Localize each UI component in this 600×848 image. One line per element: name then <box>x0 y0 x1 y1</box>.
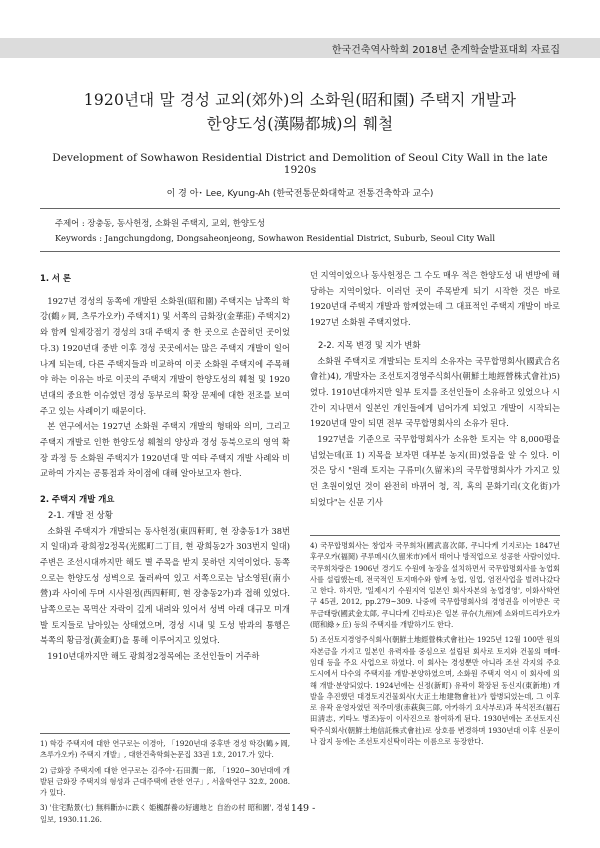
subsection-heading: 2-2. 지목 변경 및 지가 변화 <box>318 339 421 350</box>
authors: 이 경 아･ Lee, Kyung-Ah (한국전통문화대학교 전통건축학과 교수) <box>166 189 434 199</box>
conference-name: 한국건축역사학회 2018년 춘계학술발표대회 자료집 <box>331 45 560 56</box>
paper-title-line2: 한양도성(漢陽都城)의 훼철 <box>206 115 394 133</box>
footnote: 3) '住宅點景(七) 無料斷かに跌く 姫楓群養の好適地と 自治の村 昭和園', 경성일보, 1930.11.26. <box>40 803 290 824</box>
english-title: Development of Sowhawon Residential District and Demolition of Seoul City Wall in the late 1920s <box>52 152 548 176</box>
paragraph: 1927년을 기준으로 국무합명회사가 소유한 토지는 약 8,000평을 넘었는데(표 1) 지목을 보자면 대부분 농지(田)였음을 알 수 있다. 이것은 당시 "원래 토지는 구류미(久留米)의 국무합명회사가 가지고 있던 초원이었던 것이 완전히 바뀌어 청, 직, 혹의 문화기리(文化街)가 되었다"는 신문 기사 <box>310 434 560 507</box>
page-number: - 149 - <box>284 803 316 814</box>
journal-header-bar <box>0 38 600 58</box>
left-column <box>40 268 290 665</box>
subsection-heading: 2-1. 개발 전 상황 <box>48 509 113 520</box>
paragraph: 1910년대까지만 해도 광희정2정목에는 조선인들이 거주하 <box>47 651 260 662</box>
keywords-korean: 주제어 : 장충동, 동사헌정, 소화원 주택지, 교외, 한양도성 <box>55 218 266 228</box>
right-column <box>310 268 560 511</box>
footnote: 5) 조선토지경영주식회사(朝鮮土地經營株式會社)는 1925년 12월 100만 원의 자본금을 가지고 일본인 유력자를 중심으로 설립된 회사로 토지와 건물의 매매·임대 등을 주요 사업으로 하였다. 이 회사는 경성뿐만 아니라 조선 각지의 주요 도시에서 다수의 주택지를 개발·분양하였으며, 소화원 주택지 역시 이 회사에 의해 개발·분양되었다. 1924년에는 신정(新町) 유곽이 확장된 동신지(東新地) 개발을 추진했던 대경토지건물회사(大正土地建物會社)가 합병되었는데, 그 이후로 유곽 운영자였던 적주미생(赤萩與三郞, 아카하기 요사부로)과 복석전조(福石田淸志, 키타노 병조)등이 이사진으로 참여하게 된다. 1930년에는 조선토지신탁주식회사(朝鮮土地信託株式會社)로 상호를 변경하며 1930년대 이후 신문이나 잡지 등에는 조선토지신탁이라는 이름으로 등장한다. <box>310 635 560 747</box>
paragraph: 1927년 경성의 동쪽에 개발된 소화원(昭和園) 주택지는 남쪽의 학강(鶴ヶ岡, 츠루가오카) 주택지1) 및 서쪽의 금화장(金華莊) 주택지2)와 함께 일제강점기 경성의 3대 주택지 중 한 곳으로 손꼽히던 곳이었다.3) 1920년대 중반 이후 경성 곳곳에서는 많은 주택지 개발이 일어나게 되는데, 다른 주택지들과 비교하여 이곳 소화원 주택지에 주목해야 하는 이유는 바로 이곳의 주택지 개발이 한양도성의 훼철 및 1920년대의 중요한 이슈였던 경성 동부로의 확장 문제에 대한 전조를 보여주고 있는 사례이기 때문이다. <box>40 295 290 416</box>
keywords-english: Keywords : Jangchungdong, Dongsaheonjeong, Sowhawon Residential District, Suburb, Seoul City Wall <box>55 233 495 243</box>
paper-title-line1: 1920년대 말 경성 교외(郊外)의 소화원(昭和園) 주택지 개발과 <box>83 91 517 109</box>
right-footnotes <box>310 535 560 747</box>
paragraph: 소화원 주택지가 개발되는 동사헌정(東四軒町, 현 장충동1가 38번지 일대)과 광희정2정목(光熙町二丁目, 현 광희동2가 303번지 일대) 주변은 조선시대까지만 해도 별 주목을 받지 못하던 지역이었다. 동쪽으로는 한양도성 성벽으로 둘러싸여 있고 서쪽으로는 남소영된(南小營)과 사이에 두며 시사원정(西四軒町, 현 장충동2가)과 접해 있었다. 남쪽으로는 목멱산 자락이 깊게 내려와 있어서 성벽 아래 대규모 미개발 토지들로 남아있는 상태였으며, 경성 시내 및 도성 밖과의 통행은 북쪽의 황금정(黃金町)을 통해 이루어지고 있었다. <box>40 525 290 646</box>
paragraph: 던 지역이었으나 동사헌정은 그 수도 매우 적은 한양도성 내 변방에 해당하는 지역이었다. 이러던 곳이 주목받게 되기 시작한 것은 바로 1920년대 주택지 개발과 함께였는데 그 대표적인 주택지 개발이 바로 1927년 소화원 주택지였다. <box>310 270 560 328</box>
footnote: 2) 금화장 주택지에 대한 연구로는 김주야･石田潤一郎, 「1920~30년대에 개발된 금화장 주택지의 형성과 근대주택에 관한 연구」, 서울학연구 32호, 2008.가 있다. <box>40 765 290 798</box>
paragraph: 소화원 주택지로 개발되는 토지의 소유자는 국무합명회사(國武合名會社)4), 개발자는 조선토지경영주식회사(朝鮮土地經營株式會社)5)였다. 1910년대까지만 일부 토지를 조선인들이 소유하고 있었으나 시간이 지나면서 일본인 개인들에게 넘어가게 되었고 개발이 시작되는 1920년대 말이 되면 전부 국무합명회사의 소유가 된다. <box>310 355 560 429</box>
footnote: 1) 학강 주택지에 대한 연구로는 이경아, 「1920년대 중후반 경성 학강(鶴ヶ岡, 츠루가오카) 주택지 개발」, 대한건축학회논문집 33권 1호, 2017.가 있다. <box>40 739 290 760</box>
section-heading-overview: 2. 주택지 개발 개요 <box>40 494 115 505</box>
paragraph: 본 연구에서는 1927년 소화원 주택지 개발의 형태와 의미, 그리고 주택지 개발로 인한 한양도성 훼철의 양상과 경성 동북으로의 영역 확장 과정 등 소화원 주택지가 1920년대 말 여타 주택지 개발 사례와 비교하여 가지는 공통점과 차이점에 대해 알아보고자 한다. <box>40 421 290 479</box>
keywords-box <box>40 208 560 252</box>
section-heading-intro: 1. 서 론 <box>40 273 72 283</box>
footnote: 4) 국무합명회사는 창업자 국무희차(國武喜次郞, 쿠니다케 기지로)는 1847년 후쿠오카(福岡) 쿠루메시(久留米市)에서 태어나 방적업으로 성공한 사람이었다. 국무희차랑은 1906년 경기도 수원에 농장을 설치하면서 국무합명회사를 농업회사를 설립했는데, 전국적인 토지매수와 함께 농업, 임업, 염전사업을 벌려나갔다고 한다. 하지만, '일제시기 수원지역 일본인 회사자본의 농업경영', 이화사학연구 45권, 2012, pp.279~309. 나중에 국무합명회사의 경영권을 이어받은 국무금태랑(國武金太郞, 쿠니다케 긴타로)은 일본 큐슈(九州)에 쇼와미드리카오카(昭和綠ヶ丘) 등의 주택지를 개발하기도 한다. <box>310 541 560 630</box>
